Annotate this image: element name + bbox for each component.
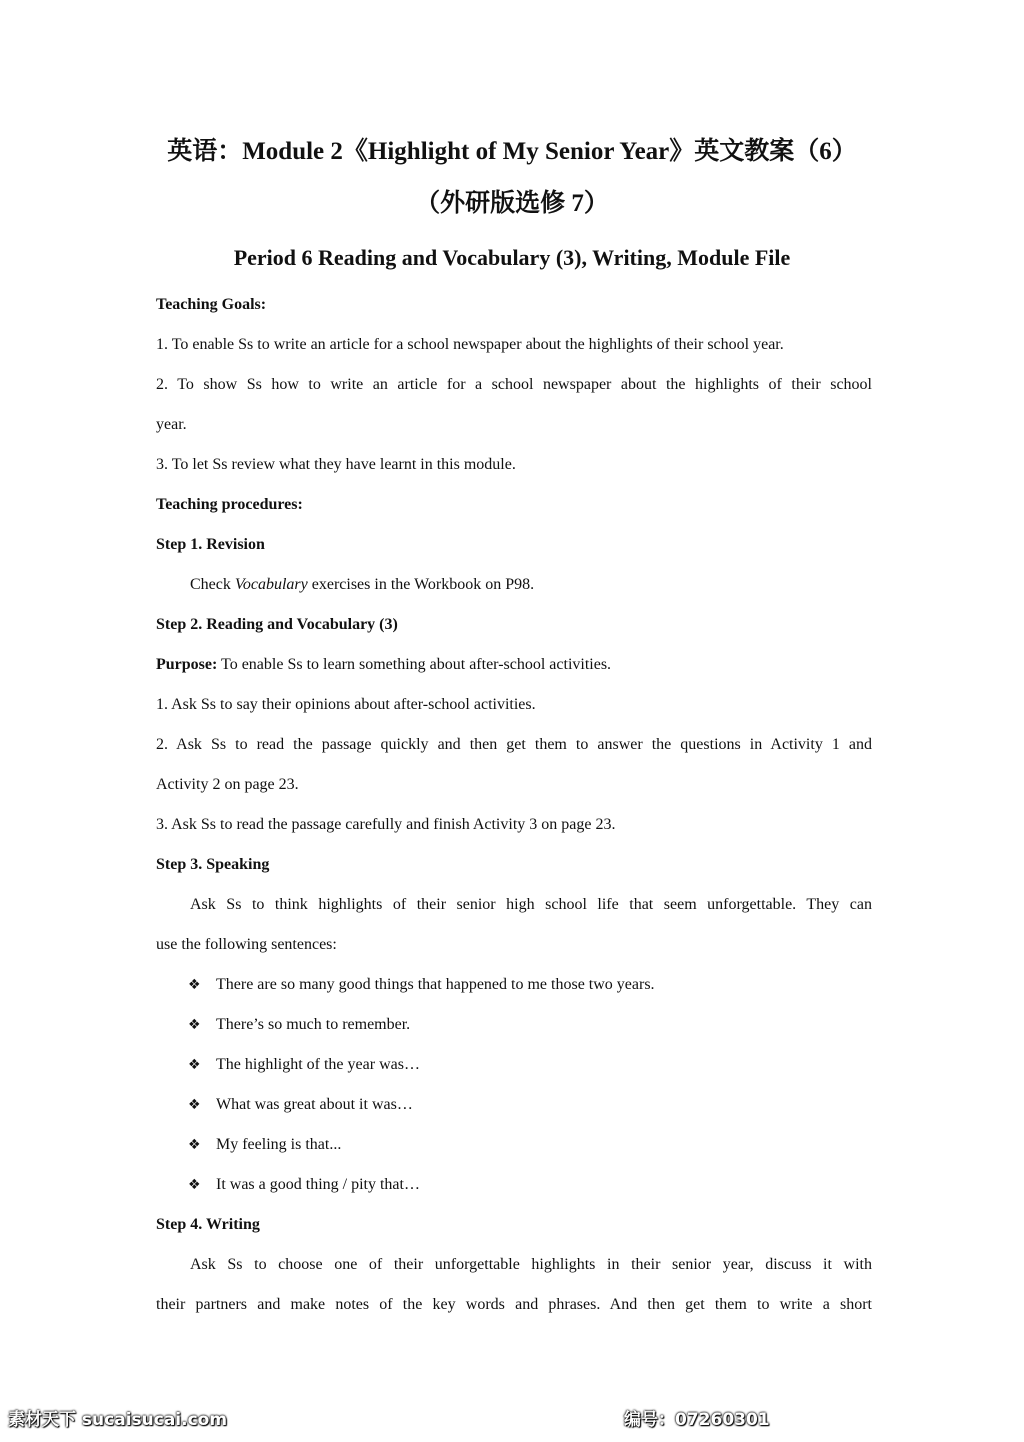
step2-heading: Step 2. Reading and Vocabulary (3) — [156, 616, 398, 633]
step1-text-italic: Vocabulary — [234, 576, 308, 593]
document-subtitle: （外研版选修 7） — [415, 190, 609, 217]
period-title: Period 6 Reading and Vocabulary (3), Writing, Module File — [233, 245, 791, 270]
list-item: ❖ There’s so much to remember. — [188, 1014, 410, 1036]
step3-heading: Step 3. Speaking — [156, 856, 270, 873]
step2-item-2: 2. Ask Ss to read the passage quickly and then get them to answer the questions in Activity 1 and — [156, 736, 872, 753]
step3-paragraph: Ask Ss to think highlights of their senior high school life that seem unforgettable. They can — [190, 896, 872, 913]
goal-item-1: 1. To enable Ss to write an article for a school newspaper about the highlights of their school year. — [156, 336, 784, 353]
step4-heading: Step 4. Writing — [156, 1216, 260, 1233]
diamond-bullet-icon: ❖ — [188, 1097, 201, 1113]
list-item: ❖ It was a good thing / pity that… — [188, 1174, 420, 1196]
step4-paragraph-cont: their partners and make notes of the key words and phrases. And then get them to write a short — [156, 1296, 872, 1313]
step2-item-1: 1. Ask Ss to say their opinions about after-school activities. — [156, 696, 536, 713]
step1-text-post: exercises in the Workbook on P98. — [307, 576, 535, 593]
goal-item-2: 2. To show Ss how to write an article for a school newspaper about the highlights of their school — [156, 376, 872, 393]
diamond-bullet-icon: ❖ — [188, 977, 201, 993]
step2-purpose — [156, 654, 611, 676]
document-title: 英语：Module 2《Highlight of My Senior Year》英文教案（6） — [167, 138, 857, 165]
step1-text — [190, 574, 534, 596]
goal-item-3: 3. To let Ss review what they have learnt in this module. — [156, 456, 516, 473]
step3-paragraph-cont: use the following sentences: — [156, 936, 337, 953]
step4-paragraph: Ask Ss to choose one of their unforgettable highlights in their senior year, discuss it with — [190, 1256, 872, 1273]
list-item: ❖ My feeling is that... — [188, 1134, 341, 1156]
goal-item-2-cont: year. — [156, 416, 187, 433]
teaching-goals-heading: Teaching Goals: — [156, 296, 267, 313]
diamond-bullet-icon: ❖ — [188, 1057, 201, 1073]
diamond-bullet-icon: ❖ — [188, 1177, 201, 1193]
step2-item-3: 3. Ask Ss to read the passage carefully and finish Activity 3 on page 23. — [156, 816, 616, 833]
watermark — [0, 1406, 1024, 1434]
teaching-procedures-heading: Teaching procedures: — [156, 496, 303, 513]
list-item: ❖ There are so many good things that happened to me those two years. — [188, 974, 655, 996]
purpose-label: Purpose: — [156, 656, 218, 673]
watermark-site: 素材天下 sucaisucai.com — [8, 1410, 228, 1430]
diamond-bullet-icon: ❖ — [188, 1137, 201, 1153]
list-item: ❖ What was great about it was… — [188, 1094, 413, 1116]
list-item: ❖ The highlight of the year was… — [188, 1054, 420, 1076]
step1-text-pre: Check — [190, 576, 235, 593]
purpose-text: To enable Ss to learn something about after-school activities. — [217, 656, 612, 673]
step2-item-2-cont: Activity 2 on page 23. — [156, 776, 299, 793]
watermark-id: 编号：07260301 — [624, 1410, 770, 1430]
diamond-bullet-icon: ❖ — [188, 1017, 201, 1033]
step1-heading: Step 1. Revision — [156, 536, 265, 553]
